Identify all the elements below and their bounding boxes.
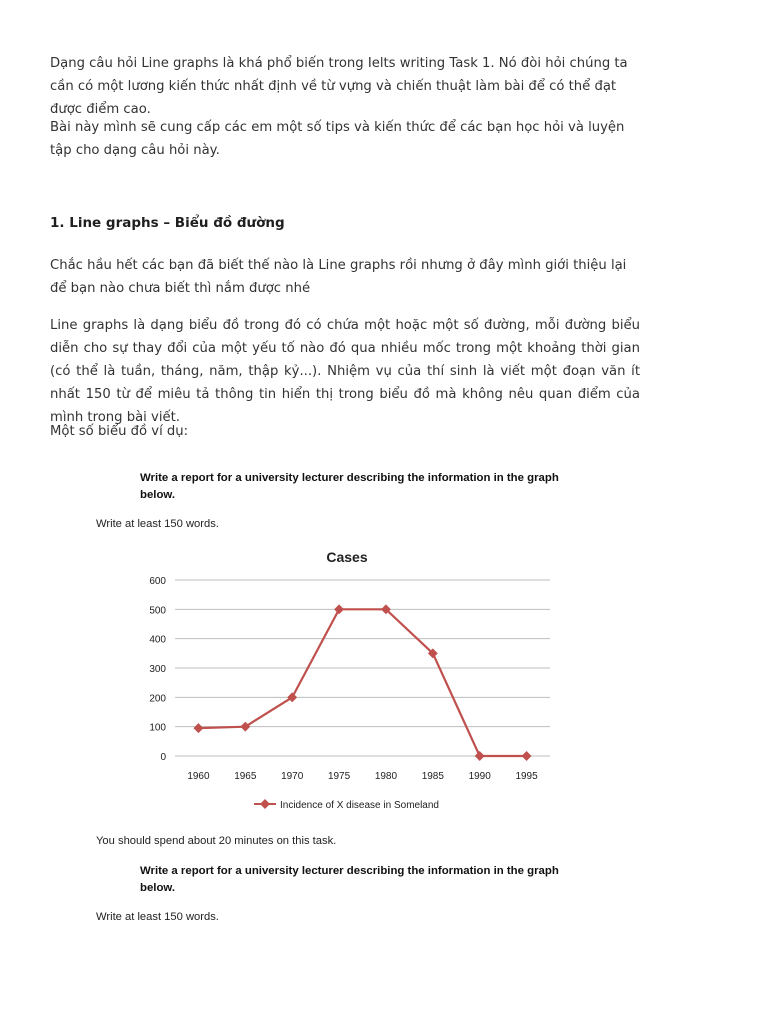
legend-label: Incidence of X disease in Someland	[280, 800, 439, 811]
y-tick-label: 0	[160, 752, 166, 763]
chart-y-ticks	[149, 576, 166, 763]
task1-min-words: Write at least 150 words.	[96, 518, 219, 530]
section-heading: 1. Line graphs – Biểu đồ đường	[50, 215, 285, 231]
examples-label: Một số biểu đồ ví dụ:	[50, 424, 189, 439]
x-tick-label: 1990	[468, 771, 491, 782]
series-line	[198, 609, 526, 756]
x-tick-label: 1975	[327, 771, 351, 782]
task1-time-note: You should spend about 20 minutes on this task.	[96, 835, 337, 847]
x-tick-label: 1985	[421, 771, 444, 782]
chart-title: Cases	[326, 549, 368, 565]
x-tick-label: 1960	[187, 771, 210, 782]
y-tick-label: 200	[149, 693, 166, 705]
y-tick-label: 300	[149, 664, 166, 675]
y-tick-label: 100	[149, 722, 166, 734]
intro-paragraph-1: Dạng câu hỏi Line graphs là khá phổ biến trong Ielts writing Task 1. Nó đòi hỏi chúng ta cần có một lương kiến thức nhất định về từ vựng và chiến thuật làm bài để có thể đạt được điểm cao.	[50, 56, 628, 117]
chart-legend	[254, 799, 439, 811]
section-paragraph-2: Line graphs là dạng biểu đồ trong đó có chứa một hoặc một số đường, mỗi đường biểu diễn cho sự thay đổi của một yếu tố nào đó qua nhiều mốc trong một khoảng thời gian (có thể là tuần, tháng, năm, thập kỷ...). Nhiệm vụ của thí sinh là viết một đoạn văn ít nhất 150 từ để miêu tả thông tin hiển thị trong biểu đồ mà không nêu quan điểm của mình trong bài viết.	[50, 318, 640, 425]
data-point	[334, 604, 344, 614]
x-tick-label: 1995	[515, 771, 538, 782]
intro-paragraph-2: Bài này mình sẽ cung cấp các em một số tips và kiến thức để các bạn học hỏi và luyện tập cho dạng câu hỏi này.	[50, 120, 625, 158]
chart-series	[193, 604, 531, 761]
chart-x-ticks	[187, 771, 538, 782]
x-tick-label: 1980	[374, 771, 398, 782]
data-point	[193, 723, 203, 733]
data-point	[522, 751, 532, 761]
y-tick-label: 400	[149, 634, 166, 646]
y-tick-label: 600	[149, 576, 166, 587]
y-tick-label: 500	[149, 605, 166, 617]
line-chart	[130, 540, 570, 815]
x-tick-label: 1970	[281, 771, 304, 782]
task2-prompt: Write a report for a university lecturer describing the information in the graph below.	[140, 865, 559, 894]
task2-min-words: Write at least 150 words.	[96, 911, 219, 923]
legend-marker	[260, 799, 270, 809]
task1-prompt: Write a report for a university lecturer describing the information in the graph below.	[140, 472, 559, 501]
data-point	[475, 751, 485, 761]
x-tick-label: 1965	[234, 771, 257, 782]
chart-gridlines	[175, 580, 550, 756]
section-paragraph-1: Chắc hầu hết các bạn đã biết thế nào là Line graphs rồi nhưng ở đây mình giới thiệu lại để bạn nào chưa biết thì nắm được nhé	[50, 258, 627, 296]
